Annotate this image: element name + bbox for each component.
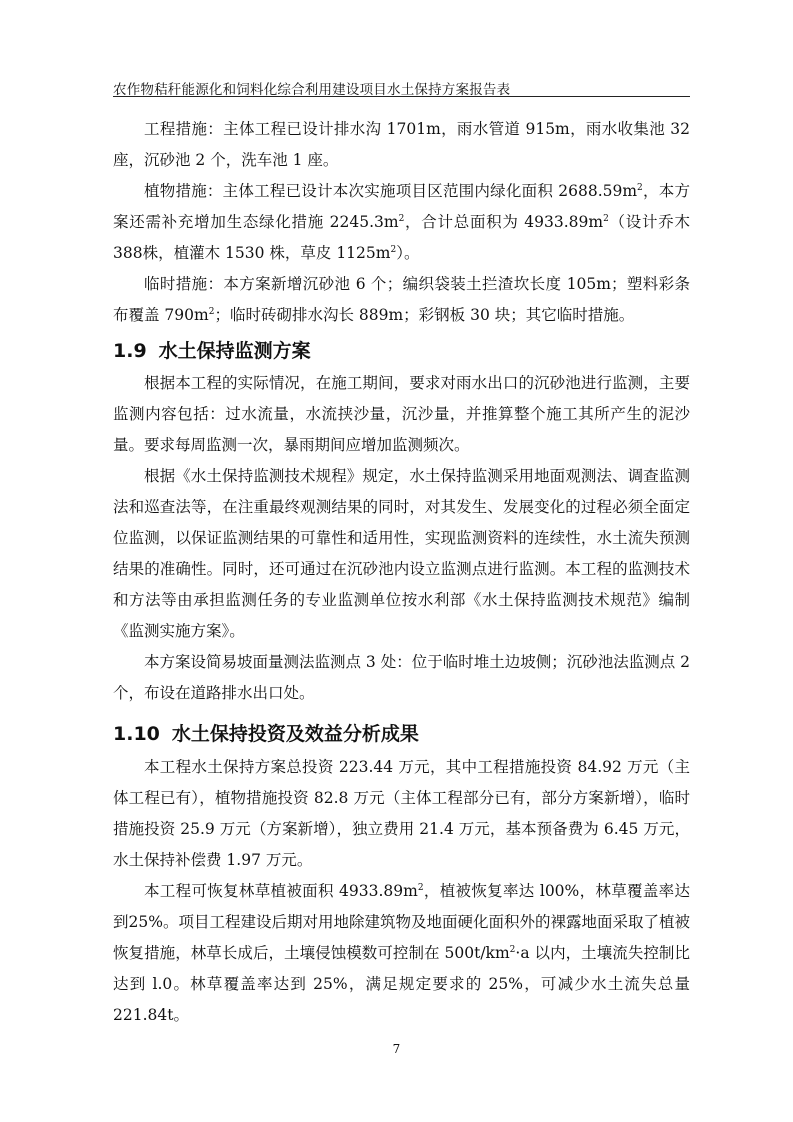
monitoring-paragraph-2: 根据《水土保持监测技术规程》规定，水土保持监测采用地面观测法、调查监测法和巡查法等，在注重最终观测结果的同时，对其发生、发展变化的过程必须全面定位监测，以保证监测结果的可靠性和适用性，实现监测资料的连续性，水土流失预测结果的准确性。同时，还可通过在沉砂池内设立监测点进行监测。本工程的监测技术和方法等由承担监测任务的专业监测单位按水利部《水土保持监测技术规范》编制《监测实施方案》。 bbox=[113, 467, 690, 640]
plant-measures-paragraph: 植物措施：主体工程已设计本次实施项目区范围内绿化面积 $2688.59m^2$，本方案还需补充增加生态绿化措施 $2245.3m^2$，合计总面积为 $4933.89m^2$（设计乔木 388株，植灌木 1530 株，草皮 $1125m^2$）。 bbox=[113, 182, 690, 262]
measures-block bbox=[113, 114, 690, 331]
engineering-measures-paragraph: 工程措施：主体工程已设计排水沟 1701m，雨水管道 915m，雨水收集池 32座，沉砂池 2 个，洗车池 1 座。 bbox=[113, 120, 690, 169]
monitoring-paragraph-1: 根据本工程的实际情况，在施工期间，要求对雨水出口的沉砂池进行监测，主要监测内容包括：过水流量，水流挟沙量，沉沙量，并推算整个施工其所产生的泥沙量。要求每周监测一次，暴雨期间应增加监测频次。 bbox=[113, 374, 690, 454]
section-number: 1.10 bbox=[113, 723, 160, 745]
investment-paragraph: 本工程水土保持方案总投资 223.44 万元，其中工程措施投资 84.92 万元（主体工程已有），植物措施投资 82.8 万元（主体工程部分已有，部分方案新增），临时措施投资 25.9 万元（方案新增），独立费用 21.4 万元，基本预备费为 6.45 万元，水土保持补偿费 1.97 万元。 bbox=[113, 758, 690, 869]
section-1-10-body bbox=[113, 752, 690, 1031]
page-number: 7 bbox=[392, 1042, 401, 1056]
running-header: 农作物秸秆能源化和饲料化综合利用建设项目水土保持方案报告表 bbox=[113, 82, 511, 98]
section-number: 1.9 bbox=[113, 340, 147, 362]
section-title: 水土保持投资及效益分析成果 bbox=[171, 723, 419, 745]
section-1-9-body bbox=[113, 368, 690, 709]
header-rule bbox=[113, 96, 690, 97]
benefit-paragraph: 本工程可恢复林草植被面积 $4933.89m^2$，植被恢复率达 l00%，林草覆盖率达到25%。项目工程建设后期对用地除建筑物及地面硬化面积外的裸露地面采取了植被恢复措施，林草长成后，土壤侵蚀模数可控制在 $500t/km^2\cdot a$ 以内，土壤流失控制比达到 l.0。林草覆盖率达到 25%，满足规定要求的 25%，可减少水土流失总量 221.84t。 bbox=[113, 882, 690, 1024]
monitoring-paragraph-3: 本方案设简易坡面量测法监测点 3 处：位于临时堆土边坡侧；沉砂池法监测点 2 个，布设在道路排水出口处。 bbox=[113, 653, 691, 702]
section-heading-1-9 bbox=[113, 336, 690, 363]
section-heading-1-10 bbox=[113, 719, 690, 746]
temporary-measures-paragraph: 临时措施：本方案新增沉砂池 6 个；编织袋装土拦渣坎长度 105m；塑料彩条布覆盖 $790m^2$；临时砖砌排水沟长 889m；彩钢板 30 块；其它临时措施。 bbox=[113, 275, 690, 324]
section-title: 水土保持监测方案 bbox=[158, 340, 311, 362]
